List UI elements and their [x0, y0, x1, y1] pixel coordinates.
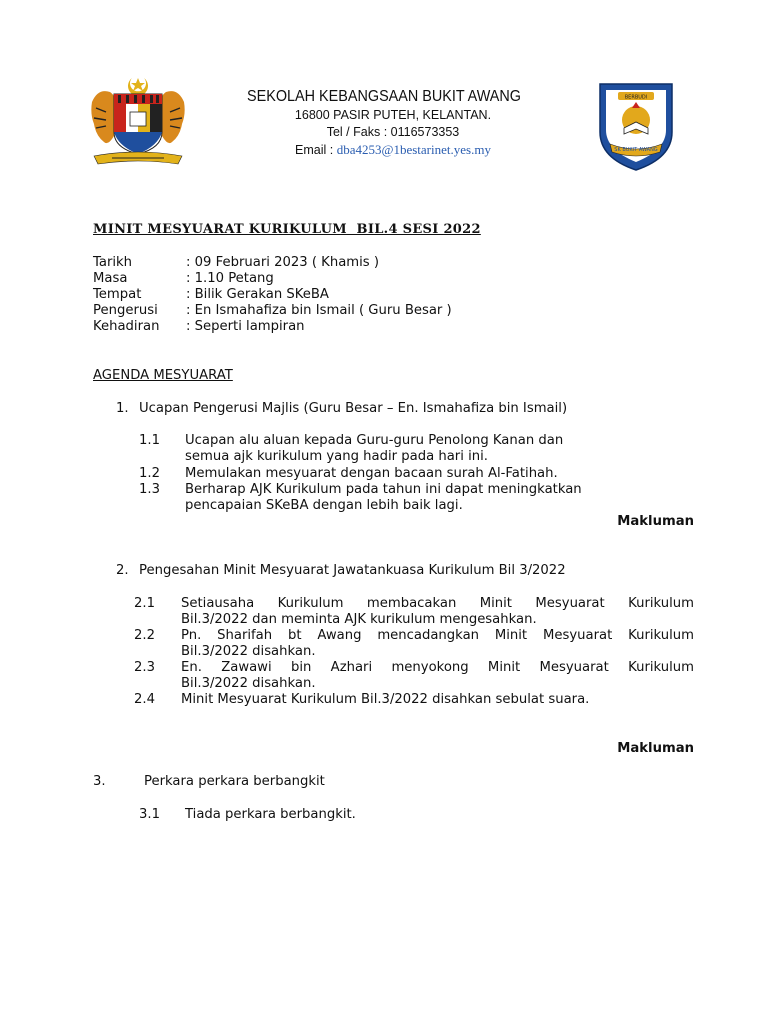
detail-key: Masa: [93, 271, 128, 286]
item-2-4-number: 2.4: [134, 692, 155, 707]
document-title: MINIT MESYUARAT KURIKULUM BIL.4 SESI 2022: [93, 222, 481, 237]
detail-value: : Bilik Gerakan SKeBA: [186, 287, 329, 302]
item-1-2-line1: Memulakan mesyuarat dengan bacaan surah Al-Fatihah.: [185, 466, 558, 481]
detail-row-masa: [93, 271, 452, 287]
item-1-1-number: 1.1: [139, 433, 160, 448]
section-1-status: Makluman: [617, 514, 694, 529]
tel-label: Tel / Faks :: [326, 125, 388, 139]
detail-key: Tarikh: [93, 255, 133, 270]
detail-key: Pengerusi: [93, 303, 158, 318]
detail-key: Kehadiran: [93, 319, 160, 334]
item-2-1-line1: Setiausaha Kurikulum membacakan Minit Mesyuarat Kurikulum: [181, 596, 694, 611]
item-2-3-line1: En. Zawawi bin Azhari menyokong Minit Mesyuarat Kurikulum: [181, 660, 694, 675]
meeting-details: [93, 255, 452, 335]
item-2-1-line2: Bil.3/2022 dan meminta AJK kurikulum mengesahkan.: [181, 612, 537, 627]
detail-value: : En Ismahafiza bin Ismail ( Guru Besar ): [186, 303, 452, 318]
item-2-1-number: 2.1: [134, 596, 155, 611]
section-2-status: Makluman: [617, 741, 694, 756]
badge-banner-text: BERBUDI: [624, 94, 648, 101]
school-name: SEKOLAH KEBANGSAAN BUKIT AWANG: [247, 88, 521, 105]
detail-value: : 1.10 Petang: [186, 271, 274, 286]
detail-value: : 09 Februari 2023 ( Khamis ): [186, 255, 379, 270]
section-1-number: 1.: [116, 401, 129, 416]
email-label: Email :: [295, 143, 334, 157]
section-1-title: Ucapan Pengerusi Majlis (Guru Besar – En. Ismahafiza bin Ismail): [139, 401, 568, 416]
section-3-title: Perkara perkara berbangkit: [144, 774, 325, 789]
item-2-2-line2: Bil.3/2022 disahkan.: [181, 644, 316, 659]
item-1-2-number: 1.2: [139, 466, 160, 481]
item-1-3-number: 1.3: [139, 482, 160, 497]
item-3-1-number: 3.1: [139, 807, 160, 822]
detail-row-pengerusi: [93, 303, 452, 319]
badge-school-text: SK BUKIT AWANG: [614, 147, 658, 153]
item-1-3-line1: Berharap AJK Kurikulum pada tahun ini dapat meningkatkan: [185, 482, 582, 497]
detail-value: : Seperti lampiran: [186, 319, 305, 334]
detail-row-tempat: [93, 287, 452, 303]
item-2-3-line2: Bil.3/2022 disahkan.: [181, 676, 316, 691]
item-1-3-line2: pencapaian SKeBA dengan lebih baik lagi.: [185, 498, 463, 513]
item-1-1-line1: Ucapan alu aluan kepada Guru-guru Penolong Kanan dan: [185, 433, 564, 448]
school-badge-logo: [596, 80, 676, 172]
item-3-1-line1: Tiada perkara berbangkit.: [185, 807, 356, 822]
item-1-1-line2: semua ajk kurikulum yang hadir pada hari ini.: [185, 449, 488, 464]
detail-row-kehadiran: [93, 319, 452, 335]
email-link[interactable]: dba4253@1bestarinet.yes.my: [336, 142, 491, 157]
detail-key: Tempat: [93, 287, 142, 302]
section-2-title: Pengesahan Minit Mesyuarat Jawatankuasa Kurikulum Bil 3/2022: [139, 563, 566, 578]
item-2-2-line1: Pn. Sharifah bt Awang mencadangkan Minit Mesyuarat Kurikulum: [181, 628, 694, 643]
section-3-number: 3.: [93, 774, 106, 789]
item-2-4-line1: Minit Mesyuarat Kurikulum Bil.3/2022 disahkan sebulat suara.: [181, 692, 590, 707]
agenda-heading: AGENDA MESYUARAT: [93, 368, 233, 383]
item-2-3-number: 2.3: [134, 660, 155, 675]
school-address: 16800 PASIR PUTEH, KELANTAN.: [294, 108, 492, 122]
detail-row-tarikh: [93, 255, 452, 271]
tel-value: 0116573353: [390, 125, 460, 139]
item-2-2-number: 2.2: [134, 628, 155, 643]
section-2-number: 2.: [116, 563, 129, 578]
